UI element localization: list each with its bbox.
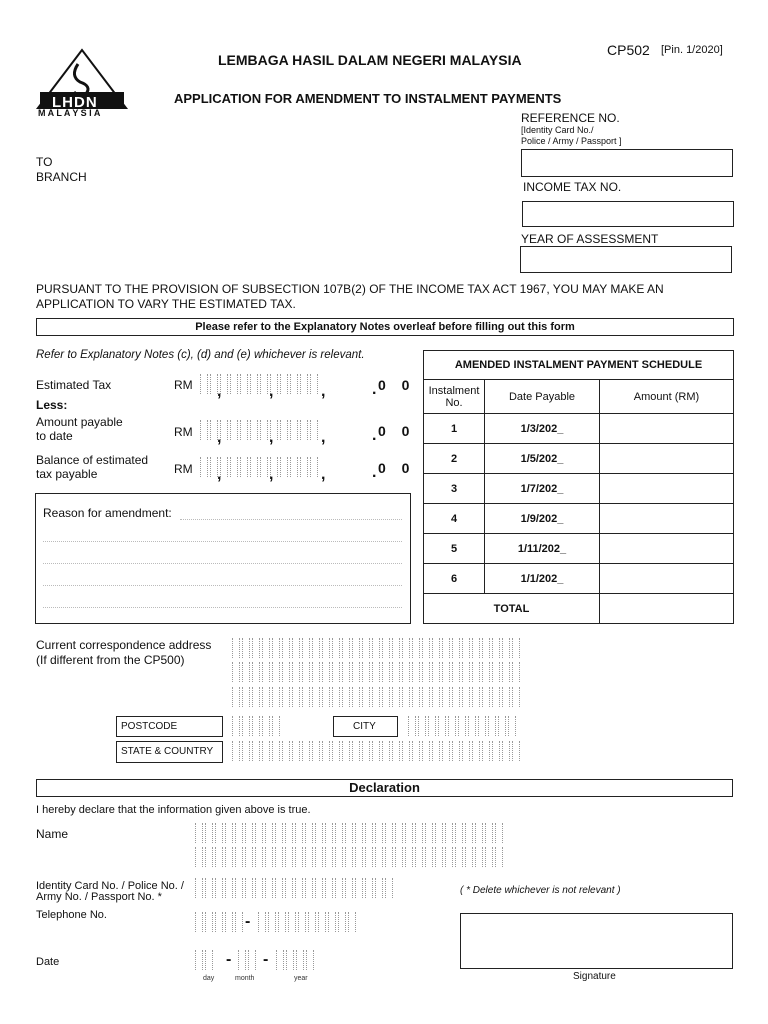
instalment-schedule-table (423, 350, 734, 624)
comma-1c: , (321, 383, 326, 400)
form-title: APPLICATION FOR AMENDMENT TO INSTALMENT PAYMENTS (174, 91, 562, 106)
reference-no-field[interactable] (521, 149, 733, 177)
org-name: LEMBAGA HASIL DALAM NEGERI MALAYSIA (218, 52, 522, 68)
date-payable: 1/11/202_ (485, 534, 600, 564)
income-tax-no-field[interactable] (522, 201, 734, 227)
telephone-label: Telephone No. (36, 909, 107, 921)
reference-sub1: [Identity Card No./ (521, 125, 594, 135)
cents-1: 0 0 (378, 377, 416, 393)
estimated-tax-label: Estimated Tax (36, 378, 112, 392)
dot-2: . (372, 427, 377, 444)
instalment-no: 6 (424, 564, 485, 594)
date-payable: 1/7/202_ (485, 474, 600, 504)
table-row (424, 474, 734, 504)
date-dash-1: - (226, 951, 232, 968)
table-row (424, 444, 734, 474)
id-label-1: Identity Card No. / Police No. / (36, 880, 184, 892)
city-label: CITY (353, 721, 376, 732)
date-month-field[interactable] (238, 950, 258, 970)
address-line-3[interactable] (232, 687, 522, 707)
rm-label-1: RM (174, 378, 193, 392)
date-month-caption: month (235, 975, 255, 982)
date-day-caption: day (203, 975, 215, 982)
balance-label-1: Balance of estimated (36, 453, 149, 467)
cents-2: 0 0 (378, 423, 416, 439)
comma-1b: , (269, 383, 274, 400)
logo-text: LHDN (52, 94, 98, 111)
address-line-1[interactable] (232, 638, 522, 658)
reason-line-2[interactable] (43, 541, 402, 542)
date-payable: 1/3/202_ (485, 414, 600, 444)
form-version: [Pin. 1/2020] (661, 44, 723, 56)
declaration-bar: Declaration (36, 779, 733, 797)
date-payable: 1/5/202_ (485, 444, 600, 474)
name-label: Name (36, 827, 69, 841)
total-row (424, 594, 734, 624)
col-header-instalment-no (424, 380, 485, 414)
id-label-2: Army No. / Passport No. * (36, 891, 162, 903)
less-label: Less: (36, 398, 68, 412)
table-row (424, 504, 734, 534)
city-field[interactable] (408, 716, 518, 736)
date-payable: 1/9/202_ (485, 504, 600, 534)
pursuant-line-1: PURSUANT TO THE PROVISION OF SUBSECTION 107B(2) OF THE INCOME TAX ACT 1967, YOU MAY MAKE AN (36, 282, 664, 296)
table-row (424, 564, 734, 594)
amount-cell[interactable] (600, 414, 734, 444)
reference-label: REFERENCE NO. (521, 111, 620, 125)
instalment-no: 4 (424, 504, 485, 534)
refer-note: Refer to Explanatory Notes (c), (d) and (e) whichever is relevant. (36, 349, 365, 361)
address-label-2: (If different from the CP500) (36, 653, 185, 667)
comma-2b: , (269, 429, 274, 446)
reason-line-1[interactable] (180, 519, 402, 520)
date-year-field[interactable] (276, 950, 316, 970)
table-row (424, 534, 734, 564)
instalment-no: 5 (424, 534, 485, 564)
reason-line-4[interactable] (43, 585, 402, 586)
rm-label-2: RM (174, 425, 193, 439)
rm-label-3: RM (174, 462, 193, 476)
address-label-1: Current correspondence address (36, 638, 212, 652)
telephone-prefix-field[interactable] (195, 912, 245, 932)
telephone-dash: - (245, 913, 251, 930)
state-country-field[interactable] (232, 741, 522, 761)
amount-cell[interactable] (600, 564, 734, 594)
col-no-line-1: Instalment (428, 384, 480, 397)
income-tax-label: INCOME TAX NO. (523, 180, 622, 194)
logo-mark (74, 64, 88, 96)
date-dash-2: - (263, 951, 269, 968)
schedule-title: AMENDED INSTALMENT PAYMENT SCHEDULE (424, 351, 734, 380)
date-day-field[interactable] (195, 950, 215, 970)
reason-label: Reason for amendment: (43, 506, 172, 520)
id-number-field[interactable] (195, 878, 395, 898)
pursuant-line-2: APPLICATION TO VARY THE ESTIMATED TAX. (36, 297, 296, 311)
amount-payable-label-1: Amount payable (36, 415, 123, 429)
signature-box[interactable] (460, 913, 733, 969)
declaration-statement: I hereby declare that the information given above is true. (36, 804, 311, 816)
delete-note: ( * Delete whichever is not relevant ) (460, 885, 621, 896)
col-no-line-2: No. (445, 396, 463, 409)
amount-payable-label-2: to date (36, 429, 73, 443)
dot-3: . (372, 464, 377, 481)
cents-3: 0 0 (378, 460, 416, 476)
postcode-field[interactable] (232, 716, 282, 736)
instalment-no: 3 (424, 474, 485, 504)
logo-subtext: M A L A Y S I A (38, 108, 101, 118)
comma-3a: , (217, 466, 222, 483)
date-payable: 1/1/202_ (485, 564, 600, 594)
form-code: CP502 (607, 42, 650, 58)
dot-1: . (372, 381, 377, 398)
comma-3b: , (269, 466, 274, 483)
year-of-assessment-field[interactable] (520, 246, 732, 273)
comma-3c: , (321, 466, 326, 483)
amount-cell[interactable] (600, 474, 734, 504)
branch-label: BRANCH (36, 170, 87, 184)
balance-label-2: tax payable (36, 467, 98, 481)
reason-line-3[interactable] (43, 563, 402, 564)
amount-cell[interactable] (600, 444, 734, 474)
amount-cell[interactable] (600, 504, 734, 534)
postcode-label: POSTCODE (121, 721, 178, 732)
col-header-amount: Amount (RM) (600, 380, 734, 414)
notice-bar: Please refer to the Explanatory Notes overleaf before filling out this form (36, 318, 734, 336)
address-line-2[interactable] (232, 662, 522, 682)
telephone-number-field[interactable] (258, 912, 358, 932)
instalment-no: 2 (424, 444, 485, 474)
name-field-line-1[interactable] (195, 823, 505, 843)
state-country-label: STATE & COUNTRY (121, 746, 214, 757)
comma-2c: , (321, 429, 326, 446)
amount-cell[interactable] (600, 534, 734, 564)
reason-line-5[interactable] (43, 607, 402, 608)
date-label: Date (36, 956, 60, 968)
total-label: TOTAL (424, 594, 600, 624)
comma-1a: , (217, 383, 222, 400)
signature-label: Signature (573, 971, 616, 982)
to-label: TO (36, 155, 53, 169)
year-of-assessment-label: YEAR OF ASSESSMENT (521, 232, 659, 246)
reference-sub2: Police / Army / Passport ] (521, 136, 622, 146)
date-year-caption: year (294, 975, 308, 982)
comma-2a: , (217, 429, 222, 446)
name-field-line-2[interactable] (195, 847, 505, 867)
total-amount-cell[interactable] (600, 594, 734, 624)
table-row (424, 414, 734, 444)
instalment-no: 1 (424, 414, 485, 444)
col-header-date-payable: Date Payable (485, 380, 600, 414)
